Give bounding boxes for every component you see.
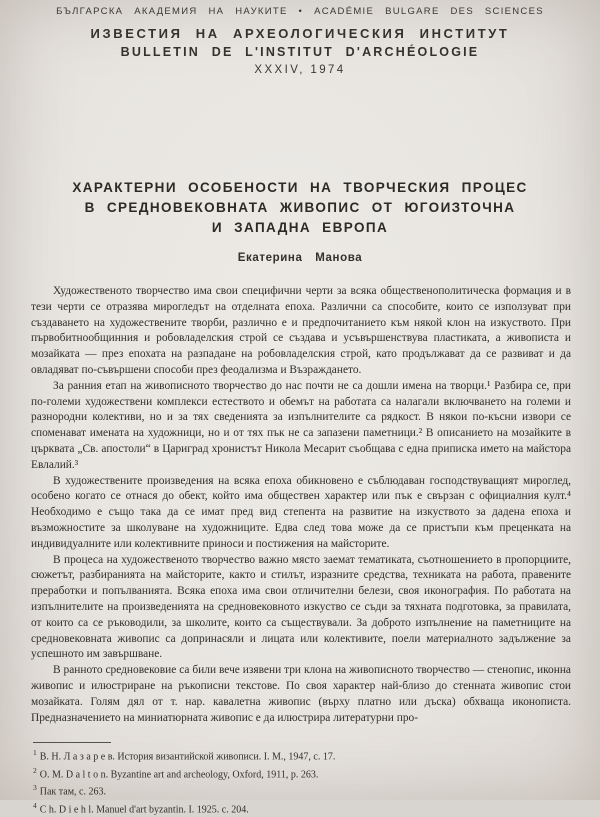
footnote-1-marker: 1 xyxy=(33,748,37,757)
footnote-4 xyxy=(33,799,573,817)
article-title-line-3: И ЗАПАДНА ЕВРОПА xyxy=(211,220,389,235)
paragraph-3: В художествените произведения на всяка епоха обикновено е съблюдаван господствуващият мироглед, особено когато се отнася до обект, който има обществен характер или пък е свързан с официалния култ.⁴ Необходимо е също така да се имат пред вид степента на развитие на изкуството за дадена епоха и възможностите за школуване на художниците. Едва след това може да се пристъпи към преценката на индивидуалните или колективните приноси и постижения на майсторите. xyxy=(31,474,571,550)
article-body xyxy=(31,284,571,736)
footnote-2-marker: 2 xyxy=(33,765,37,775)
footnote-1-text: В. Н. Л а з а р е в. История византийской живописи. I. М., 1947, с. 17. xyxy=(39,751,336,763)
paragraph-5: В ранното средновековие са били вече изявени три клона на живописното творчество — стенопис, иконна живопис и илюстриране на ръкописни текстове. По своя характер най-близо до стенната живопис стои мозайката. Голям дял от т. нар. кавалетна живопис (върху платно или дъска) обхваща иконописта. Предназначението на миниатюрната живопис е да илюстрира литературни про- xyxy=(31,664,571,724)
author-name: Екатерина Манова xyxy=(237,252,363,264)
article-title xyxy=(0,178,600,238)
footnote-1 xyxy=(33,746,573,764)
article-title-line-1: ХАРАКТЕРНИ ОСОБЕНОСТИ НА ТВОРЧЕСКИЯ ПРОЦЕС xyxy=(72,180,528,195)
footnote-2-text: O. M. D a l t o n. Byzantine art and archeology, Oxford, 1911, p. 263. xyxy=(39,768,319,780)
paragraph-1: Художественото творчество има свои специфични черти за всяка общественополитическа формация и в тези черти се отразява мирогледът на отделната епоха. Различни са способите, които се използуват при създаването на художествените творби, различно е и предпочитанието към някой клон на изкуството. При първобитнообщинния и робовладелския строй се създава и усъвършенствува пластиката, а живописта и мозайката — през епохата на разпадане на робовладелския строй, като продължават да се развиват и да овладяват по-съвършени способи през феодализма и Възраждането. xyxy=(31,285,571,376)
footnote-3 xyxy=(33,781,573,799)
paragraph-4: В процеса на художественото творчество важно място заемат тематиката, съотношението в пропорциите, сюжетът, разбиранията на майсторите, както и стилът, изразните средства, техниката на работа, правените преработки и попълванията. Всяка епоха има свои отличителни белези, своя иконография. По работата на изпълнителите на произведенията на средновековното изкуство се съди за тяхната подготовка, за правилата, от които са се ръководили, за школите, които са съществували. За доброто изпълнение на паметниците на средновековната живопис са допринасяли и лицата или колективите, поели материалното задължение за успешното им завършване. xyxy=(31,553,571,661)
volume-year: XXXIV, 1974 xyxy=(254,64,346,76)
footnote-4-text: C h. D i e h l. Manuel d'art byzantin. I. 1925. с. 204. xyxy=(39,804,249,816)
footnote-4-marker: 4 xyxy=(33,800,37,810)
footnote-separator xyxy=(33,742,111,743)
journal-masthead xyxy=(0,6,600,76)
footnote-2 xyxy=(33,764,573,782)
journal-title-bulgarian: ИЗВЕСТИЯ НА АРХЕОЛОГИЧЕСКИЯ ИНСТИТУТ xyxy=(90,26,510,41)
academy-line: БЪЛГАРСКА АКАДЕМИЯ НА НАУКИТЕ • ACADÉMIE BULGARE DES SCIENCES xyxy=(56,6,544,17)
footnotes xyxy=(33,746,573,817)
paragraph-2: За ранния етап на живописното творчество до нас почти не са дошли имена на творци.¹ Разбира се, при по-големи художествени комплекси естеството и обемът на работата са налагали включването на големи и разнородни колективи, но и за тях сведенията за изпълнителите са рядкост. В някои по-късни извори се споменават имената на художници, но и от тях пък не са запазени паметници.² В описанието на мозайките в църквата „Св. апостоли“ в Цариград хронистът Никола Месарит съобщава с една приписка името на майстора Евлалий.³ xyxy=(31,379,571,471)
journal-title-french: BULLETIN DE L'INSTITUT D'ARCHÉOLOGIE xyxy=(120,45,480,59)
footnote-3-text: Пак там, с. 263. xyxy=(39,786,106,798)
article-title-line-2: В СРЕДНОВЕКОВНАТА ЖИВОПИС ОТ ЮГОИЗТОЧНА xyxy=(84,200,516,215)
footnote-3-marker: 3 xyxy=(33,783,37,793)
